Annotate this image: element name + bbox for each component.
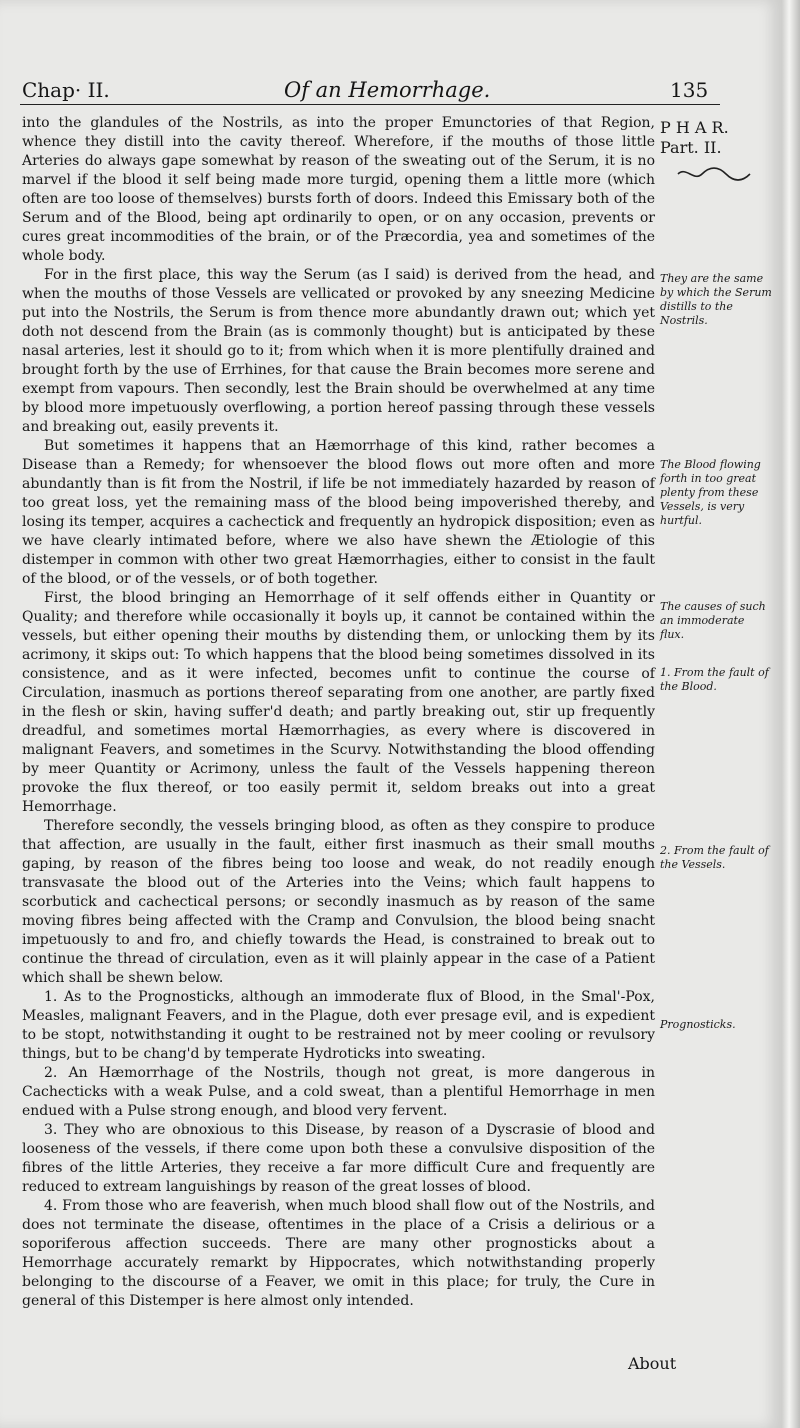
main-text (22, 114, 655, 1311)
paragraph: 2. An Hæmorrhage of the Nostrils, though not great, is more dangerous in Cachecticks with a weak Pulse, and a cold sweat, than a plentiful Hemorrhage in men endued with a Pulse strong enough, and blood very fervent. (22, 1065, 655, 1119)
paragraph: 4. From those who are feaverish, when much blood shall flow out of the Nostrils, and does not terminate the disease, oftentimes in the place of a Crisis a delirious or a soporiferous affection succeeds. There are many other prognosticks about a Hemorrhage accurately remarkt by Hippocrates, which notwithstanding properly belonging to the discourse of a Feaver, we omit in this place; for truly, the Cure in general of this Distemper is here almost only intended. (22, 1198, 655, 1309)
margin-note: Prognosticks. (660, 1018, 736, 1031)
margin-note: The causes of such an immoderate flux. (660, 600, 766, 641)
paragraph: 3. They who are obnoxious to this Disease, by reason of a Dyscrasie of blood and looseness of the vessels, if there come upon both these a convulsive disposition of the fibres of the little Arteries, they receive a far more difficult Cure and frequently are reduced to extream languishings by reason of the great losses of blood. (22, 1122, 655, 1195)
catchword: About (628, 1354, 677, 1373)
ornament-flourish-icon (676, 166, 752, 182)
chapter-label: Chap· II. (22, 78, 110, 102)
margin-header-line-1: P H A R. (660, 118, 729, 137)
paragraph: Therefore secondly, the vessels bringing blood, as often as they conspire to produce that affection, are usually in the fault, either first inasmuch as their small mouths gaping, by reason of the fibres being too loose and weak, do not readily enough transvasate the blood out of the Arteries into the Veins; which fault happens to scorbutick and cachectical persons; or secondly inasmuch as by reason of the same moving fibres being affected with the Cramp and Convulsion, the blood being snacht impetuously to and fro, and chiefly towards the Head, is constrained to break out to continue the thread of circulation, even as it will plainly appear in the case of a Patient which shall be shewn below. (22, 818, 655, 986)
paragraph: First, the blood bringing an Hemorrhage of it self offends either in Quantity or Quality; and therefore while occasionally it boyls up, it cannot be contained within the vessels, but either opening their mouths by distending them, or unlocking them by its acrimony, it skips out: To which happens that the blood being sometimes dissolved in its consistence, and as it were infected, becomes unfit to continue the course of Circulation, inasmuch as portions thereof separating from one another, are partly fixed in the flesh or skin, having suffer'd death; and partly breaking out, stir up frequently dreadful, and sometimes mortal Hæmorrhagies, as every where is discovered in malignant Feavers, and sometimes in the Scurvy. Notwithstanding the blood offending by meer Quantity or Acrimony, unless the fault of the Vessels happening thereon provoke the flux thereof, or too easily permit it, seldom breaks out into a great Hemorrhage. (22, 590, 655, 815)
margin-note: 1. From the fault of the Blood. (660, 666, 769, 693)
page-number: 135 (670, 78, 709, 102)
paragraph: For in the first place, this way the Serum (as I said) is derived from the head, and when the mouths of those Vessels are vellicated or provoked by any sneezing Medicine put into the Nostrils, the Serum is from thence more abundantly drawn out; which yet doth not descend from the Brain (as is commonly thought) but is anticipated by these nasal arteries, lest it should go to it; from which when it is more plentifully drained and brought forth by the use of Errhines, for that cause the Brain becomes more serene and exempt from vapours. Then secondly, lest the Brain should be overwhelmed at any time by blood more impetuously overflowing, a portion hereof passing through these vessels and breaking out, easily prevents it. (22, 267, 655, 435)
margin-header-line-2: Part. II. (660, 138, 722, 157)
page-header (22, 78, 742, 112)
margin-note: They are the same by which the Serum distills to the Nostrils. (660, 272, 772, 327)
margin-note: 2. From the fault of the Vessels. (660, 844, 769, 871)
page-edge (782, 0, 800, 1428)
margin-header (660, 118, 770, 158)
running-title: Of an Hemorrhage. (284, 78, 491, 102)
paragraph: 1. As to the Prognosticks, although an immoderate flux of Blood, in the Smal'-Pox, Measles, malignant Feavers, and in the Plague, doth ever presage evil, and is expedient to be stopt, notwithstanding it ought to be restrained not by meer cooling or revulsory things, but to be chang'd by temperate Hydroticks into sweating. (22, 989, 655, 1062)
paragraph: But sometimes it happens that an Hæmorrhage of this kind, rather becomes a Disease than a Remedy; for whensoever the blood flows out more often and more abundantly than is fit from the Nostril, if life be not immediately hazarded by reason of too great loss, yet the remaining mass of the blood being impoverished thereby, and losing its temper, acquires a cachectick and frequently an hydropick disposition; even as we have clearly intimated before, where we also have shewn the Ætiologie of this distemper in common with other two great Hæmorrhagies, either to consist in the fault of the blood, or of the vessels, or of both together. (22, 438, 655, 587)
margin-note: The Blood flowing forth in too great plenty from these Vessels, is very hurtful. (660, 458, 761, 527)
paragraph: into the glandules of the Nostrils, as into the proper Emunctories of that Region, whence they distill into the cavity thereof. Wherefore, if the mouths of those little Arteries do always gape somewhat by reason of the sweating out of the Serum, it is no marvel if the blood it self being made more turgid, opening them a little more (which often are too loose of themselves) bursts forth of doors. Indeed this Emissary both of the Serum and of the Blood, being apt ordinarily to open, or on any occasion, prevents or cures great incommodities of the brain, or of the Præcordia, yea and sometimes of the whole body. (22, 115, 655, 264)
header-rule (20, 104, 720, 105)
